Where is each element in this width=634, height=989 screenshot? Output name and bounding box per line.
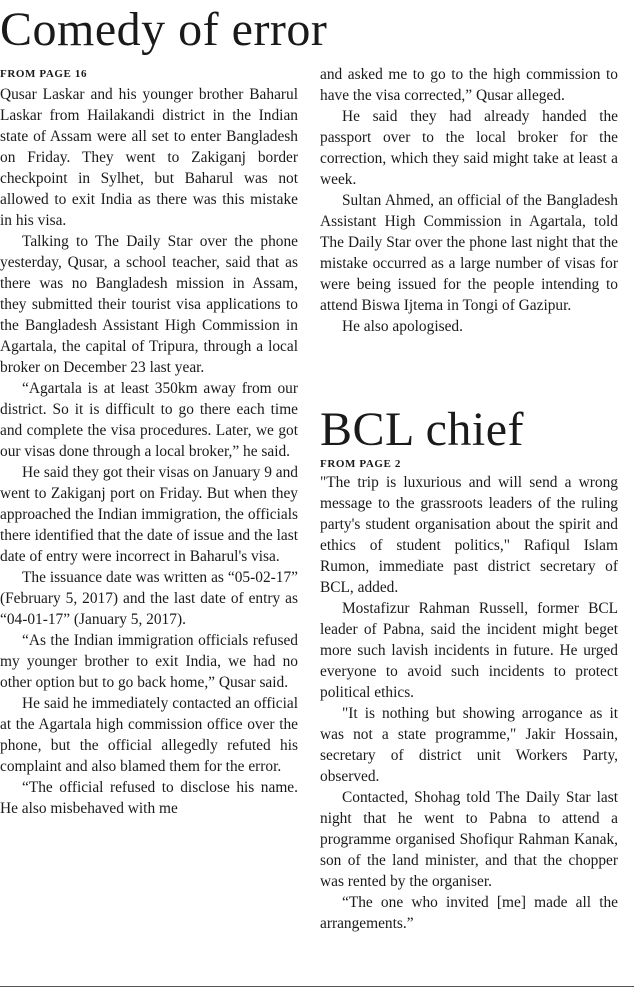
paragraph: Qusar Laskar and his younger brother Baharul Laskar from Hailakandi district in the Indian state of Assam were all set to enter Bangladesh on Friday. They went to Zakiganj border checkpoint in Sylhet, but Baharul was not allowed to exit India as there was this mistake in his visa. (0, 86, 298, 229)
paragraph: Sultan Ahmed, an official of the Bangladesh Assistant High Commission in Agartala, told The Daily Star over the phone last night that the mistake occurred as a large number of visas for were being issued for the people intending to attend Biswa Ijtema in Tongi of Gazipur. (320, 192, 618, 314)
paragraph: Contacted, Shohag told The Daily Star last night that he went to Pabna to attend a programme organised Shofiqur Rahman Kanak, son of the land minister, and that the chopper was rented by the organiser. (320, 789, 618, 890)
paragraph: “Agartala is at least 350km away from our district. So it is difficult to go there each time and complete the visa procedures. Later, we got our visas done through a local broker,” he said. (0, 380, 298, 460)
paragraph: “The one who invited [me] made all the arrangements.” (320, 894, 618, 932)
article-bcl-chief (320, 472, 618, 934)
headline-comedy-of-error: Comedy of error (0, 3, 328, 56)
paragraph: "The trip is luxurious and will send a wrong message to the grassroots leaders of the ruling party's student organisation about the spirit and ethics of student politics," Rafiqul Islam Rumon, immediate past district secretary of BCL, added. (320, 474, 618, 596)
paragraph: He said they had already handed the passport over to the local broker for the correction, which they said might take at least a week. (320, 108, 618, 188)
article-column-1 (0, 84, 298, 819)
paragraph: He said they got their visas on January 9 and went to Zakiganj port on Friday. But when they approached the Indian immigration, the officials there identified that the date of issue and the last date of entry were incorrect in Baharul's visa. (0, 464, 298, 565)
bottom-rule (0, 986, 634, 987)
paragraph: He also apologised. (342, 318, 463, 335)
paragraph: The issuance date was written as “05-02-17” (February 5, 2017) and the last date of entry as “04-01-17” (January 5, 2017). (0, 569, 298, 628)
article-column-2-continued (320, 64, 618, 337)
paragraph: Talking to The Daily Star over the phone yesterday, Qusar, a school teacher, said that as there was no Bangladesh mission in Assam, they submitted their tourist visa applications to the Bangladesh Assistant High Commission in Agartala, the capital of Tripura, through a local broker on December 23 last year. (0, 233, 298, 376)
paragraph: He said he immediately contacted an official at the Agartala high commission office over the phone, but the official allegedly refuted his complaint and also blamed them for the error. (0, 695, 298, 775)
paragraph: “As the Indian immigration officials refused my younger brother to exit India, we had no other option but to go back home,” Qusar said. (0, 632, 298, 691)
headline-bcl-chief: BCL chief (320, 403, 524, 456)
from-page-label: FROM PAGE 16 (0, 68, 88, 80)
paragraph: Mostafizur Rahman Russell, former BCL leader of Pabna, said the incident might beget more such lavish incidents in future. He urged everyone to avoid such incidents to protect political ethics. (320, 600, 618, 701)
paragraph: "It is nothing but showing arrogance as it was not a state programme," Jakir Hossain, secretary of district unit Workers Party, observed. (320, 705, 618, 785)
from-page-label: FROM PAGE 2 (320, 458, 401, 470)
paragraph: “The official refused to disclose his name. He also misbehaved with me (0, 779, 298, 817)
paragraph: and asked me to go to the high commission to have the visa corrected,” Qusar alleged. (320, 66, 618, 104)
